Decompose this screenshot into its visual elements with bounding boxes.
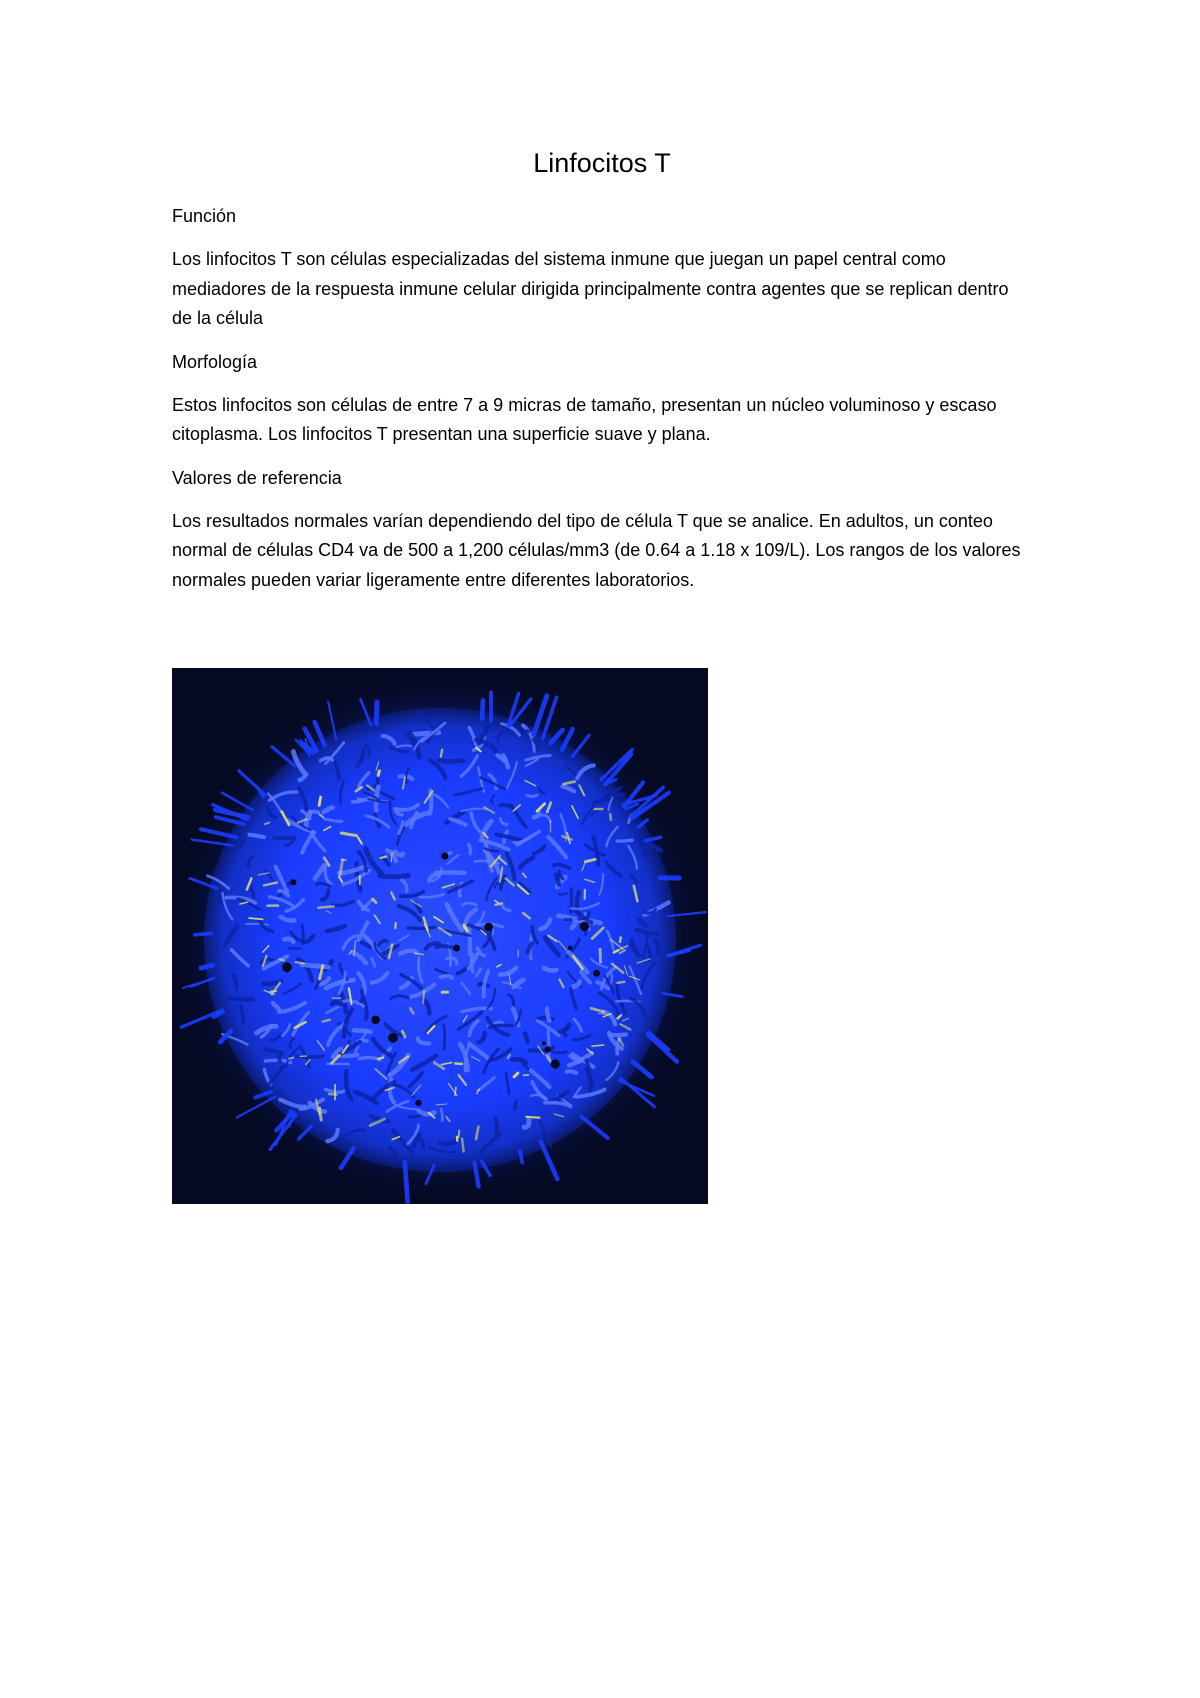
section-valores-referencia xyxy=(172,466,1032,596)
surface-ridge xyxy=(380,876,409,877)
surface-ridge xyxy=(617,840,632,841)
surface-pit xyxy=(415,1100,421,1106)
surface-ridge xyxy=(496,1119,498,1133)
edge-microvillus xyxy=(405,1162,408,1202)
surface-highlight xyxy=(620,937,621,942)
edge-microvillus xyxy=(195,933,211,934)
surface-ridge xyxy=(250,835,265,838)
surface-ridge xyxy=(572,920,576,928)
surface-highlight xyxy=(319,797,320,805)
surface-pit xyxy=(593,970,600,977)
surface-highlight xyxy=(329,1094,336,1095)
surface-pit xyxy=(291,879,297,885)
surface-ridge xyxy=(354,1030,371,1031)
section-paragraph: Estos linfocitos son células de entre 7 a 9 micras de tamaño, presentan un núcleo voluminoso y escaso citoplasma. Los linfocitos T presentan una superficie suave y plana. xyxy=(172,394,997,444)
surface-pit xyxy=(484,923,493,932)
surface-ridge xyxy=(444,1025,445,1049)
surface-ridge xyxy=(525,1034,527,1042)
surface-highlight xyxy=(378,771,379,775)
surface-highlight xyxy=(462,1139,464,1152)
surface-highlight xyxy=(289,1058,293,1059)
surface-ridge xyxy=(246,924,268,925)
section-morfologia xyxy=(172,350,1032,450)
surface-ridge xyxy=(559,893,567,894)
surface-highlight xyxy=(526,1117,539,1118)
surface-highlight xyxy=(378,1058,383,1059)
surface-ridge xyxy=(469,926,470,954)
section-heading: Valores de referencia xyxy=(172,467,342,488)
surface-highlight xyxy=(318,906,334,907)
surface-pit xyxy=(282,962,292,972)
surface-ridge xyxy=(439,760,463,761)
surface-pit xyxy=(542,1041,546,1045)
surface-highlight xyxy=(280,960,284,961)
surface-ridge xyxy=(469,844,471,853)
section-funcion xyxy=(172,204,1032,334)
edge-microvillus xyxy=(482,700,483,718)
surface-ridge xyxy=(548,1031,549,1059)
surface-ridge xyxy=(441,1109,442,1120)
surface-highlight xyxy=(380,857,386,858)
surface-ridge xyxy=(395,852,403,856)
surface-pit xyxy=(580,922,589,931)
section-heading: Función xyxy=(172,206,237,226)
surface-ridge xyxy=(302,965,328,967)
surface-pit xyxy=(551,1059,560,1068)
surface-highlight xyxy=(265,823,269,825)
document-title: Linfocitos T xyxy=(533,148,671,178)
edge-microvillus xyxy=(201,965,212,968)
section-paragraph: Los resultados normales varían dependiendo del tipo de célula T que se analice. En adultos, un conteo normal de células CD4 va de 500 a 1,200 células/mm3 (de 0.64 a 1.18 x 109/L). Los rangos de los valores normales pueden variar ligeramente entre diferentes laboratorios. xyxy=(172,510,1021,590)
surface-highlight xyxy=(455,1064,461,1065)
edge-microvillus xyxy=(376,702,377,724)
surface-ridge xyxy=(611,1035,626,1036)
surface-pit xyxy=(545,1046,551,1052)
surface-ridge xyxy=(332,1002,340,1004)
surface-highlight xyxy=(610,814,611,819)
surface-pit xyxy=(568,946,573,951)
surface-pit xyxy=(371,1015,380,1024)
surface-ridge xyxy=(527,795,538,796)
surface-pit xyxy=(441,853,448,860)
surface-highlight xyxy=(423,991,424,1003)
micrograph-drawing xyxy=(172,668,708,1204)
t-lymphocyte-micrograph xyxy=(172,668,708,1204)
surface-highlight xyxy=(518,951,519,957)
surface-ridge xyxy=(437,946,451,947)
surface-highlight xyxy=(296,962,304,964)
surface-ridge xyxy=(227,998,253,1000)
surface-highlight xyxy=(459,1130,460,1137)
surface-highlight xyxy=(342,860,346,861)
document-content xyxy=(172,146,1032,611)
section-paragraph: Los linfocitos T son células especializadas del sistema inmune que juegan un papel central como mediadores de la respuesta inmune celular dirigida principalmente contra agentes que se replican dentro de la célula xyxy=(172,249,1009,328)
surface-ridge xyxy=(544,968,556,971)
surface-highlight xyxy=(618,982,625,983)
surface-highlight xyxy=(441,750,442,757)
surface-pit xyxy=(453,945,460,952)
section-heading: Morfología xyxy=(172,351,258,372)
surface-ridge xyxy=(361,990,363,1001)
surface-ridge xyxy=(567,1071,577,1073)
edge-microvillus xyxy=(520,1151,522,1163)
surface-ridge xyxy=(441,976,452,978)
surface-ridge xyxy=(408,927,434,928)
surface-ridge xyxy=(547,1008,549,1020)
surface-pit xyxy=(388,1033,398,1043)
